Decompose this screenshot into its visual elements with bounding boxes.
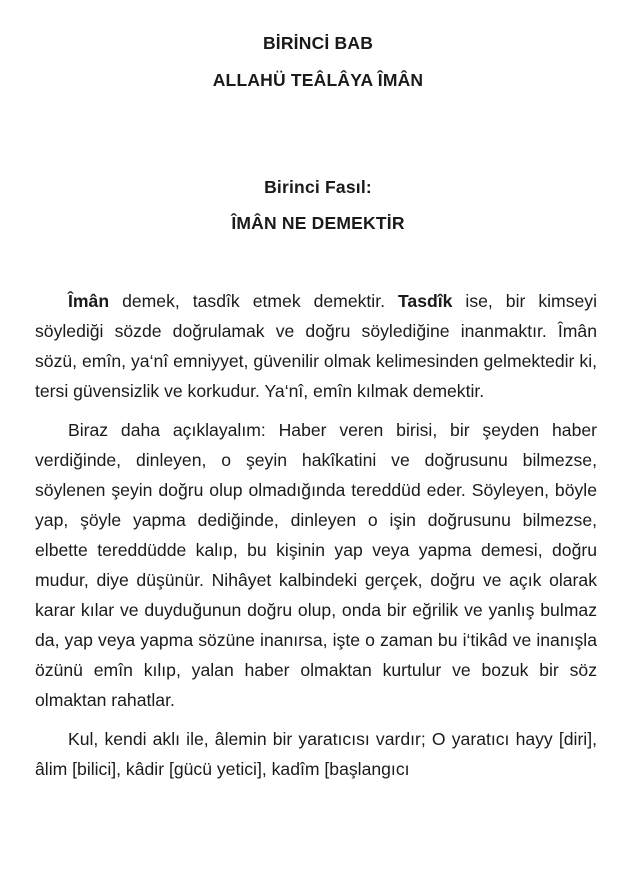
paragraph-3: Kul, kendi aklı ile, âlemin bir yaratıcısı vardır; O yaratıcı hayy [diri], âlim [bilici], kâdir [gücü yetici], kadîm [başlangıcı: [35, 729, 597, 779]
term-tasdik: Tasdîk: [397, 291, 453, 311]
body-text: [35, 286, 597, 793]
section-label: Birinci Fasıl:: [264, 177, 372, 197]
paragraph-2: Biraz daha açıklayalım: Haber veren birisi, bir şeyden haber verdiğinde, dinleyen, o şeyin hakîkatini ve doğrusunu bilmezse, söylenen şeyin doğru olup olmadığında tereddüd eder. Söyleyen, böyle yap, şöyle yapma dediğinde, dinleyen o işin doğrusunu bilmezse, elbette tereddüdde kalıp, bu kişinin yap veya yapma demesi, doğru mudur, diye düşünür. Nihâyet kalbindeki gerçek, doğru ve açık olarak karar kılar ve duyduğunun doğru olup, onda bir eğrilik ve yanlış bulmaz da, yap veya yapma sözüne inanırsa, işte o zaman bu i‘tikâd ve inanışla özünü emîn kılıp, yalan haber olmaktan kurtulur ve bozuk bir söz olmaktan rahatlar.: [35, 420, 597, 710]
chapter-heading: BİRİNCİ BAB: [262, 33, 374, 53]
paragraph-1-text-b: ise, bir kimseyi söylediği sözde doğrulamak ve doğru söylediğine inanmaktır. Îmân sözü, emîn, ya‘nî emniyyet, güvenilir olmak kelimesinden gelmektedir ki, tersi güvensizlik ve korkudur. Ya‘nî, emîn kılmak demektir.: [35, 291, 597, 401]
chapter-title: ALLAHÜ TEÂLÂYA ÎMÂN: [212, 70, 424, 90]
term-iman: Îmân: [68, 291, 110, 311]
section-title: ÎMÂN NE DEMEKTİR: [231, 213, 405, 233]
paragraph-1: [35, 286, 597, 406]
paragraph-1-text-a: demek, tasdîk etmek demektir.: [109, 291, 398, 311]
